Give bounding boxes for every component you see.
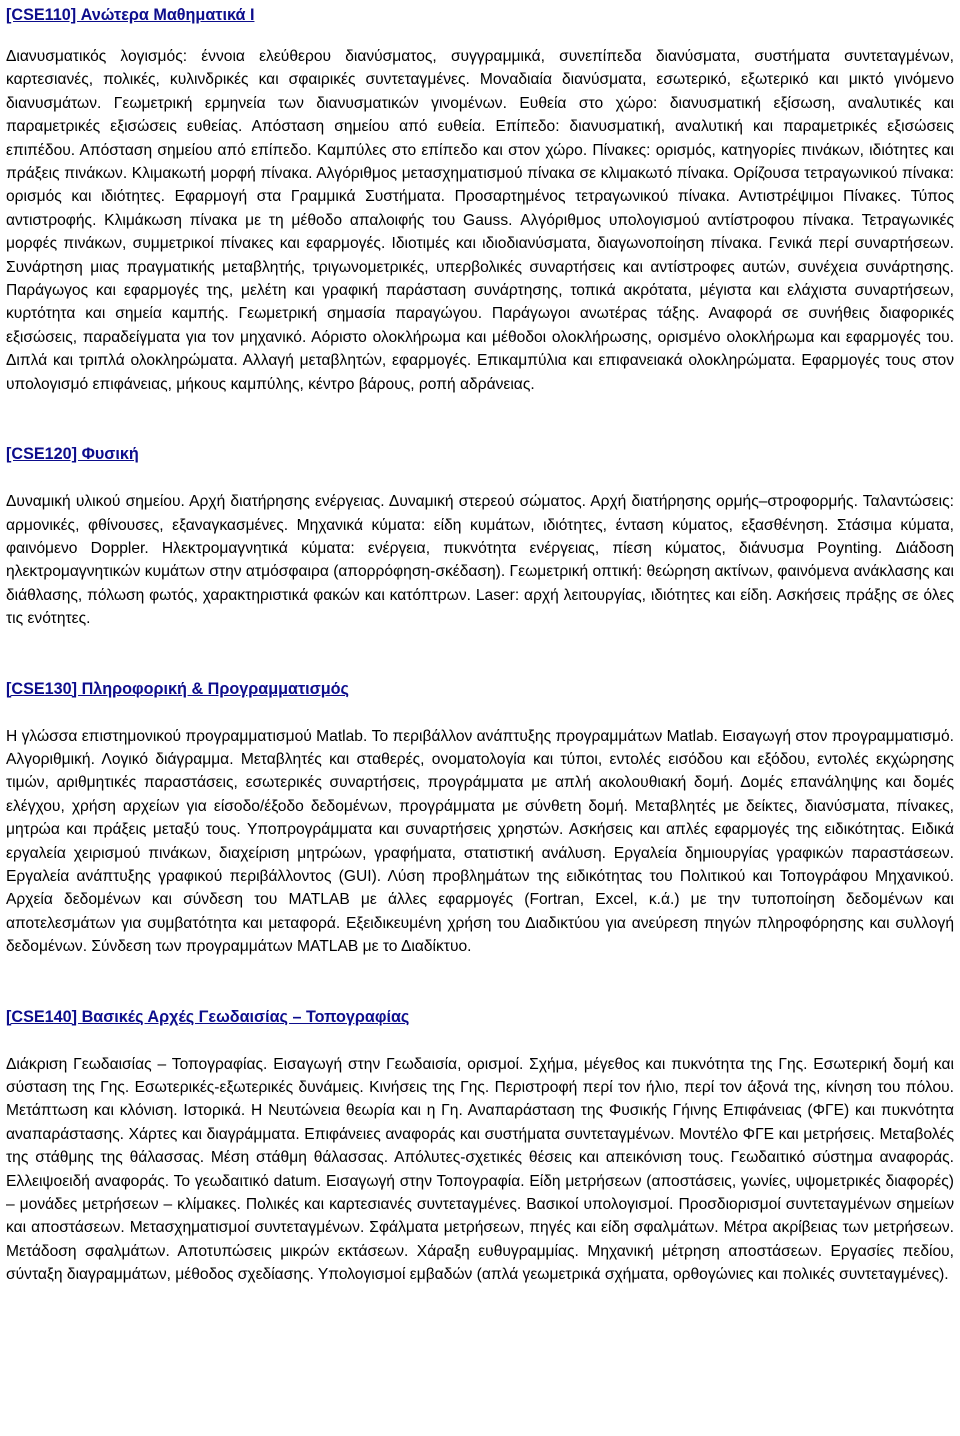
course-description: Δυναμική υλικού σημείου. Αρχή διατήρησης ενέργειας. Δυναμική στερεού σώματος. Αρχή διατήρησης ορμής–στροφορμής. Ταλαντώσεις: αρμονικές, φθίνουσες, εξαναγκασμένες. Μηχανικά κύματα: είδη κυμάτων, ιδιότητες, ένταση κύματος, εξασθένηση. Στάσιμα κύματα, φαινόμενο Doppler. Ηλεκτρομαγνητικά κύματα: ενέργεια, πυκνότητα ενέργειας, πίεση κύματος, διάνυσμα Poynting. Διάδοση ηλεκτρομαγνητικών κυμάτων στην ατμόσφαιρα (απορρόφηση-σκέδαση). Γεωμετρική οπτική: θεώρηση ακτίνων, φαινόμενα ανάκλασης και διάθλασης, πόλωση φωτός, χαρακτηριστικά φακών και κατόπτρων. Laser: αρχή λειτουργίας, ιδιότητες και είδη. Ασκήσεις πράξης σε όλες τις ενότητες. [6, 493, 954, 628]
course-title: [CSE110] Ανώτερα Μαθηματικά Ι [6, 6, 255, 24]
course-description: Διανυσματικός λογισμός: έννοια ελεύθερου διανύσματος, συγγραμμικά, συνεπίπεδα διανύσματα, συστήματα συντεταγμένων, καρτεσιανές, πολικές, κυλινδρικές και σφαιρικές συντεταγμένες. Μοναδιαία διανύσματα, εσωτερικό, εξωτερικό και μικτό γινόμενο διανυσμάτων. Γεωμετρική ερμηνεία των διανυσματικών γινομένων. Ευθεία στο χώρο: διανυσματική εξίσωση, αναλυτικές και παραμετρικές εξισώσεις ευθείας. Απόσταση σημείου από ευθεία. Επίπεδο: διανυσματική, αναλυτική και παραμετρικές εξισώσεις επιπέδου. Απόσταση σημείου από επίπεδο. Καμπύλες στο επίπεδο και στον χώρο. Πίνακες: ορισμός, κατηγορίες πινάκων, ιδιότητες και πράξεις πινάκων. Κλιμακωτή μορφή πίνακα. Αλγόριθμος μετασχηματισμού πίνακα σε κλιμακωτό πίνακα. Ορίζουσα τετραγωνικού πίνακα: ορισμός και ιδιότητες. Εφαρμογή στα Γραμμικά Συστήματα. Προσαρτημένος τετραγωνικού πίνακα. Αντιστρέψιμοι Πίνακες. Τύπος αντιστροφής. Κλιμάκωση πίνακα με τη μέθοδο απαλοιφής του Gauss. Αλγόριθμος υπολογισμού αντίστροφου πίνακα. Τετραγωνικές μορφές πινάκων, συμμετρικοί πίνακες και εφαρμογές. Ιδιοτιμές και ιδιοδιανύσματα, διαγωνοποίηση πίνακα. Γενικά περί συναρτήσεων. Συνάρτηση μιας πραγματικής μεταβλητής, τριγωνομετρικές, υπερβολικές συναρτήσεις και αντίστροφες αυτών, συνέχεια συνάρτησης. Παράγωγος και εφαρμογές της, μελέτη και γραφική παράσταση συνάρτησης, τοπικά ακρότατα, μέγιστα και ελάχιστα συναρτήσεων, κυρτότητα και σημεία καμπής. Γεωμετρική σημασία παραγώγου. Παράγωγοι ανωτέρας τάξης. Αναφορά σε συνήθεις διαφορικές εξισώσεις, παραδείγματα για τον μηχανικό. Αόριστο ολοκλήρωμα και μέθοδοι ολοκλήρωσης, ορισμένο ολοκλήρωμα και εφαρμογές του. Διπλά και τριπλά ολοκληρώματα. Αλλαγή μεταβλητών, εφαρμογές. Επικαμπύλια και επιφανειακά ολοκληρώματα. Εφαρμογές τους στον υπολογισμό επιφάνειας, μήκους καμπύλης, κέντρο βάρους, ροπή αδράνειας. [6, 48, 954, 393]
course-cse120 [6, 442, 954, 630]
course-title: [CSE140] Βασικές Αρχές Γεωδαισίας – Τοπογραφίας [6, 1007, 410, 1026]
course-title: [CSE120] Φυσική [6, 445, 139, 464]
course-cse140 [6, 1005, 954, 1287]
course-title: [CSE130] Πληροφορική & Προγραμματισμός [6, 679, 349, 698]
course-description: Διάκριση Γεωδαισίας – Τοπογραφίας. Εισαγωγή στην Γεωδαισία, ορισμοί. Σχήμα, μέγεθος και πυκνότητα της Γης. Εσωτερική δομή και σύσταση της Γης. Εσωτερικές-εξωτερικές δυνάμεις. Κινήσεις της Γης. Περιστροφή περί τον ήλιο, περί τον άξονά της, κίνηση του πόλου. Μετάπτωση και κλόνιση. Ιστορικά. Η Νευτώνεια θεωρία και η Γη. Αναπαράσταση της Φυσικής Γήινης Επιφάνειας (ΦΓΕ) και πυκνότητα αναπαράστασης. Χάρτες και διαγράμματα. Επιφάνειες αναφοράς και συστήματα συντεταγμένων. Μοντέλο ΦΓΕ και μετρήσεις. Μεταβολές της στάθμης της θάλασσας. Μέση στάθμη θάλασσας. Απόλυτες-σχετικές θέσεις και απεικόνιση τους. Γεωδαιτικό σύστημα αναφοράς. Ελλειψοειδή αναφοράς. Το γεωδαιτικό datum. Εισαγωγή στην Τοπογραφία. Είδη μετρήσεων (αποστάσεις, γωνίες, υψομετρικές διαφορές) – μονάδες μετρήσεων – κλίμακες. Πολικές και καρτεσιανές συντεταγμένες. Βασικοί υπολογισμοί. Προσδιορισμοί συντεταγμένων σημείων και αποστάσεων. Μετασχηματισμοί συντεταγμένων. Σφάλματα μετρήσεων, πηγές και είδη σφαλμάτων. Μέτρα ακρίβειας των μετρήσεων. Μετάδοση σφαλμάτων. Αποτυπώσεις μικρών εκτάσεων. Χάραξη ευθυγραμμίας. Μηχανική μέτρηση αποστάσεων. Εργασίες πεδίου, σύνταξη διαγραμμάτων, μέθοδος σχεδίασης. Υπολογισμοί εμβαδών (απλά γεωμετρικά σχήματα, ορθογώνιες και πολικές συντεταγμένες). [6, 1055, 954, 1284]
course-cse110 [6, 0, 954, 396]
course-description: Η γλώσσα επιστημονικού προγραμματισμού Matlab. Το περιβάλλον ανάπτυξης προγραμμάτων Matlab. Εισαγωγή στον προγραμματισμό. Αλγοριθμική. Λογικό διάγραμμα. Μεταβλητές και σταθερές, ονοματολογία και τύποι, εντολές εισόδου και εξόδου, εντολές εκχώρησης τιμών, αριθμητικές παραστάσεις, εσωτερικές συναρτήσεις, προγράμματα με απλή ακολουθιακή δομή. Δομές επανάληψης και δομές ελέγχου, χρήση αρχείων για είσοδο/έξοδο δεδομένων, προγράμματα με σύνθετη δομή. Μεταβλητές με δείκτες, διανύσματα, πίνακες, μητρώα και πράξεις μεταξύ τους. Υποπρογράμματα και συναρτήσεις χρηστών. Ασκήσεις και απλές εφαρμογές της ειδικότητας. Ειδικά εργαλεία χειρισμού πινάκων, διαχείριση μητρώων, γραφήματα, στατιστική ανάλυση. Εργαλεία δημιουργίας γραφικών παραστάσεων. Εργαλεία ανάπτυξης γραφικού περιβάλλοντος (GUI). Λύση προβλημάτων της ειδικότητας του Πολιτικού και Τοπογράφου Μηχανικού. Αρχεία δεδομένων και σύνδεση του MATLAB με άλλες εφαρμογές (Fortran, Excel, κ.ά.) με την τυποποίηση δεδομένων και αποτελεσμάτων για συμβατότητα και μεταφορά. Εξειδικευμένη χρήση του Διαδικτύου για ανεύρεση πηγών πληροφόρησης και συλλογή δεδομένων. Σύνδεση των προγραμμάτων MATLAB με το Διαδίκτυο. [6, 727, 954, 956]
course-cse130 [6, 677, 954, 959]
